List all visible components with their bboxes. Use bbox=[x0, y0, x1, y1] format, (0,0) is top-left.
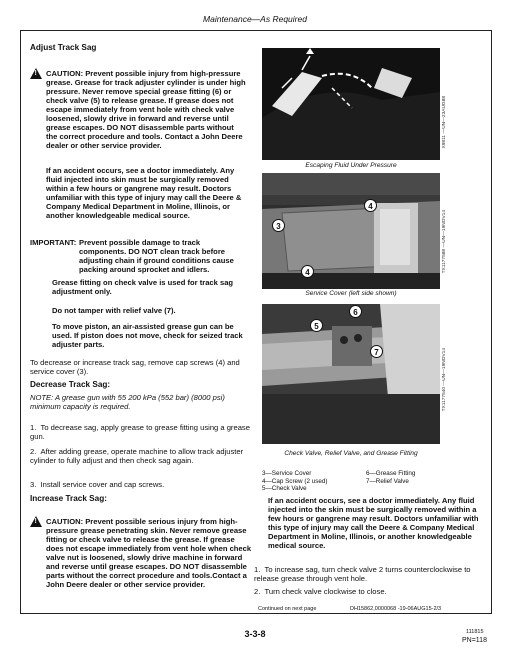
legend-left bbox=[262, 470, 362, 493]
grease-fitting-note: Grease fitting on check valve is used for track sag adjustment only. bbox=[52, 278, 234, 296]
service-cover-photo bbox=[262, 173, 440, 289]
important-label: IMPORTANT: bbox=[30, 238, 77, 247]
do-not-tamper-note: Do not tamper with relief valve (7). bbox=[52, 306, 176, 315]
figure-2-code: TX1177588 —UN—19NOV14 bbox=[442, 210, 447, 274]
continued-note: Continued on next page bbox=[258, 606, 317, 612]
legend-item-5: 5—Check Valve bbox=[262, 485, 307, 493]
caution-text-2: CAUTION: Prevent possible serious injury from high-pressure grease penetrating skin. Never remove grease fitting or check valve to release the grease. If grease does not escape immediately from vent hole when check valve nut is loosened, slowly drive machine in forward and reverse until grease escapes. DO NOT disassemble parts without the correct procedure and tools.Contact a John Deere dealer or other service provider. bbox=[46, 517, 252, 589]
legend-item-4: 4—Cap Screw (2 used) bbox=[262, 477, 328, 485]
callout-4-top: 4 bbox=[364, 199, 377, 212]
legend-item-7: 7—Relief Valve bbox=[366, 477, 409, 485]
document-code: DH15862,0000068 -19-06AUG15-2/3 bbox=[350, 606, 442, 612]
figure-escaping-fluid bbox=[262, 48, 440, 160]
page-number: 3-3-8 bbox=[244, 629, 266, 639]
figure-3-code: TX1177540 —UN—19NOV14 bbox=[442, 348, 447, 412]
increase-step-1: 1. To increase sag, turn check valve 2 turns counterclockwise to release grease through vent hole. bbox=[254, 565, 471, 583]
figure-3-caption: Check Valve, Relief Valve, and Grease Fitting bbox=[284, 450, 418, 457]
figure-1-caption: Escaping Fluid Under Pressure bbox=[305, 162, 397, 169]
page-header: Maintenance—As Required bbox=[203, 14, 307, 24]
caution-text-1: CAUTION: Prevent possible injury from high-pressure grease. Grease for track adjuster cylinder is under high pressure. Never remove special grease fitting (6) or check valve (5) to release grease. If grease does not escape immediately from vent hole with check valve loosened, slowly drive in forward and reverse until grease escapes. DO NOT disassemble parts without the correct procedure and tools. Contact a John Deere dealer or other service provider. bbox=[46, 69, 246, 150]
check-valve-photo bbox=[262, 304, 440, 444]
warning-icon bbox=[30, 68, 42, 79]
important-text: Prevent possible damage to track components. DO NOT clean track before adjusting chain if ground conditions cause packing around sprocket and idlers. bbox=[79, 238, 234, 274]
figure-check-valve bbox=[262, 304, 440, 444]
callout-4-bottom: 4 bbox=[301, 265, 314, 278]
accident-text-2: If an accident occurs, see a doctor immediately. Any fluid injected into the skin must be surgically removed within a few hours or gangrene may result. Doctors unfamiliar with this type of injury may call the Deere & Company Medical Department in Moline, Illinois, or another knowledgeable medical source. bbox=[268, 496, 479, 550]
callout-6: 6 bbox=[349, 305, 362, 318]
grease-gun-note: NOTE: A grease gun with 55 200 kPa (552 bar) (8000 psi) minimum capacity is required. bbox=[30, 393, 225, 411]
decrease-heading: Decrease Track Sag: bbox=[30, 380, 111, 389]
pn-number: PN=118 bbox=[462, 637, 487, 644]
intro-text: To decrease or increase track sag, remove cap screws (4) and service cover (3). bbox=[30, 358, 240, 376]
decrease-step-2: 2. After adding grease, operate machine to allow track adjuster cylinder to fully adjust and then check sag again. bbox=[30, 447, 244, 465]
increase-step-2: 2. Turn check valve clockwise to close. bbox=[254, 587, 387, 596]
section-heading: Adjust Track Sag bbox=[30, 43, 97, 52]
legend-item-6: 6—Grease Fitting bbox=[366, 470, 416, 477]
callout-7: 7 bbox=[370, 345, 383, 358]
callout-5: 5 bbox=[310, 319, 323, 332]
legend-item-3: 3—Service Cover bbox=[262, 470, 312, 477]
callout-3: 3 bbox=[272, 219, 285, 232]
move-piston-note: To move piston, an air-assisted grease gun can be used. If piston does not move, check for seized track adjuster parts. bbox=[52, 322, 243, 349]
decrease-step-3: 3. Install service cover and cap screws. bbox=[30, 480, 165, 489]
figure-service-cover bbox=[262, 173, 440, 289]
increase-heading: Increase Track Sag: bbox=[30, 494, 107, 503]
decrease-step-1: 1. To decrease sag, apply grease to grease fitting using a grease gun. bbox=[30, 423, 250, 441]
accident-text-1: If an accident occurs, see a doctor immediately. Any fluid injected into skin must be surgically removed within a few hours or gangrene may result. Doctors unfamiliar with this type of injury may call the Deere & Company Medical Department in Moline, Illinois, or another knowledgeable medical source. bbox=[46, 166, 242, 220]
small-code: 111815 bbox=[466, 629, 484, 635]
figure-1-code: X9811 —UN—23AUG88 bbox=[442, 96, 447, 149]
legend-right bbox=[366, 470, 466, 485]
escaping-fluid-illustration bbox=[262, 48, 440, 160]
figure-2-caption: Service Cover (left side shown) bbox=[305, 290, 397, 297]
warning-icon-2 bbox=[30, 516, 42, 527]
